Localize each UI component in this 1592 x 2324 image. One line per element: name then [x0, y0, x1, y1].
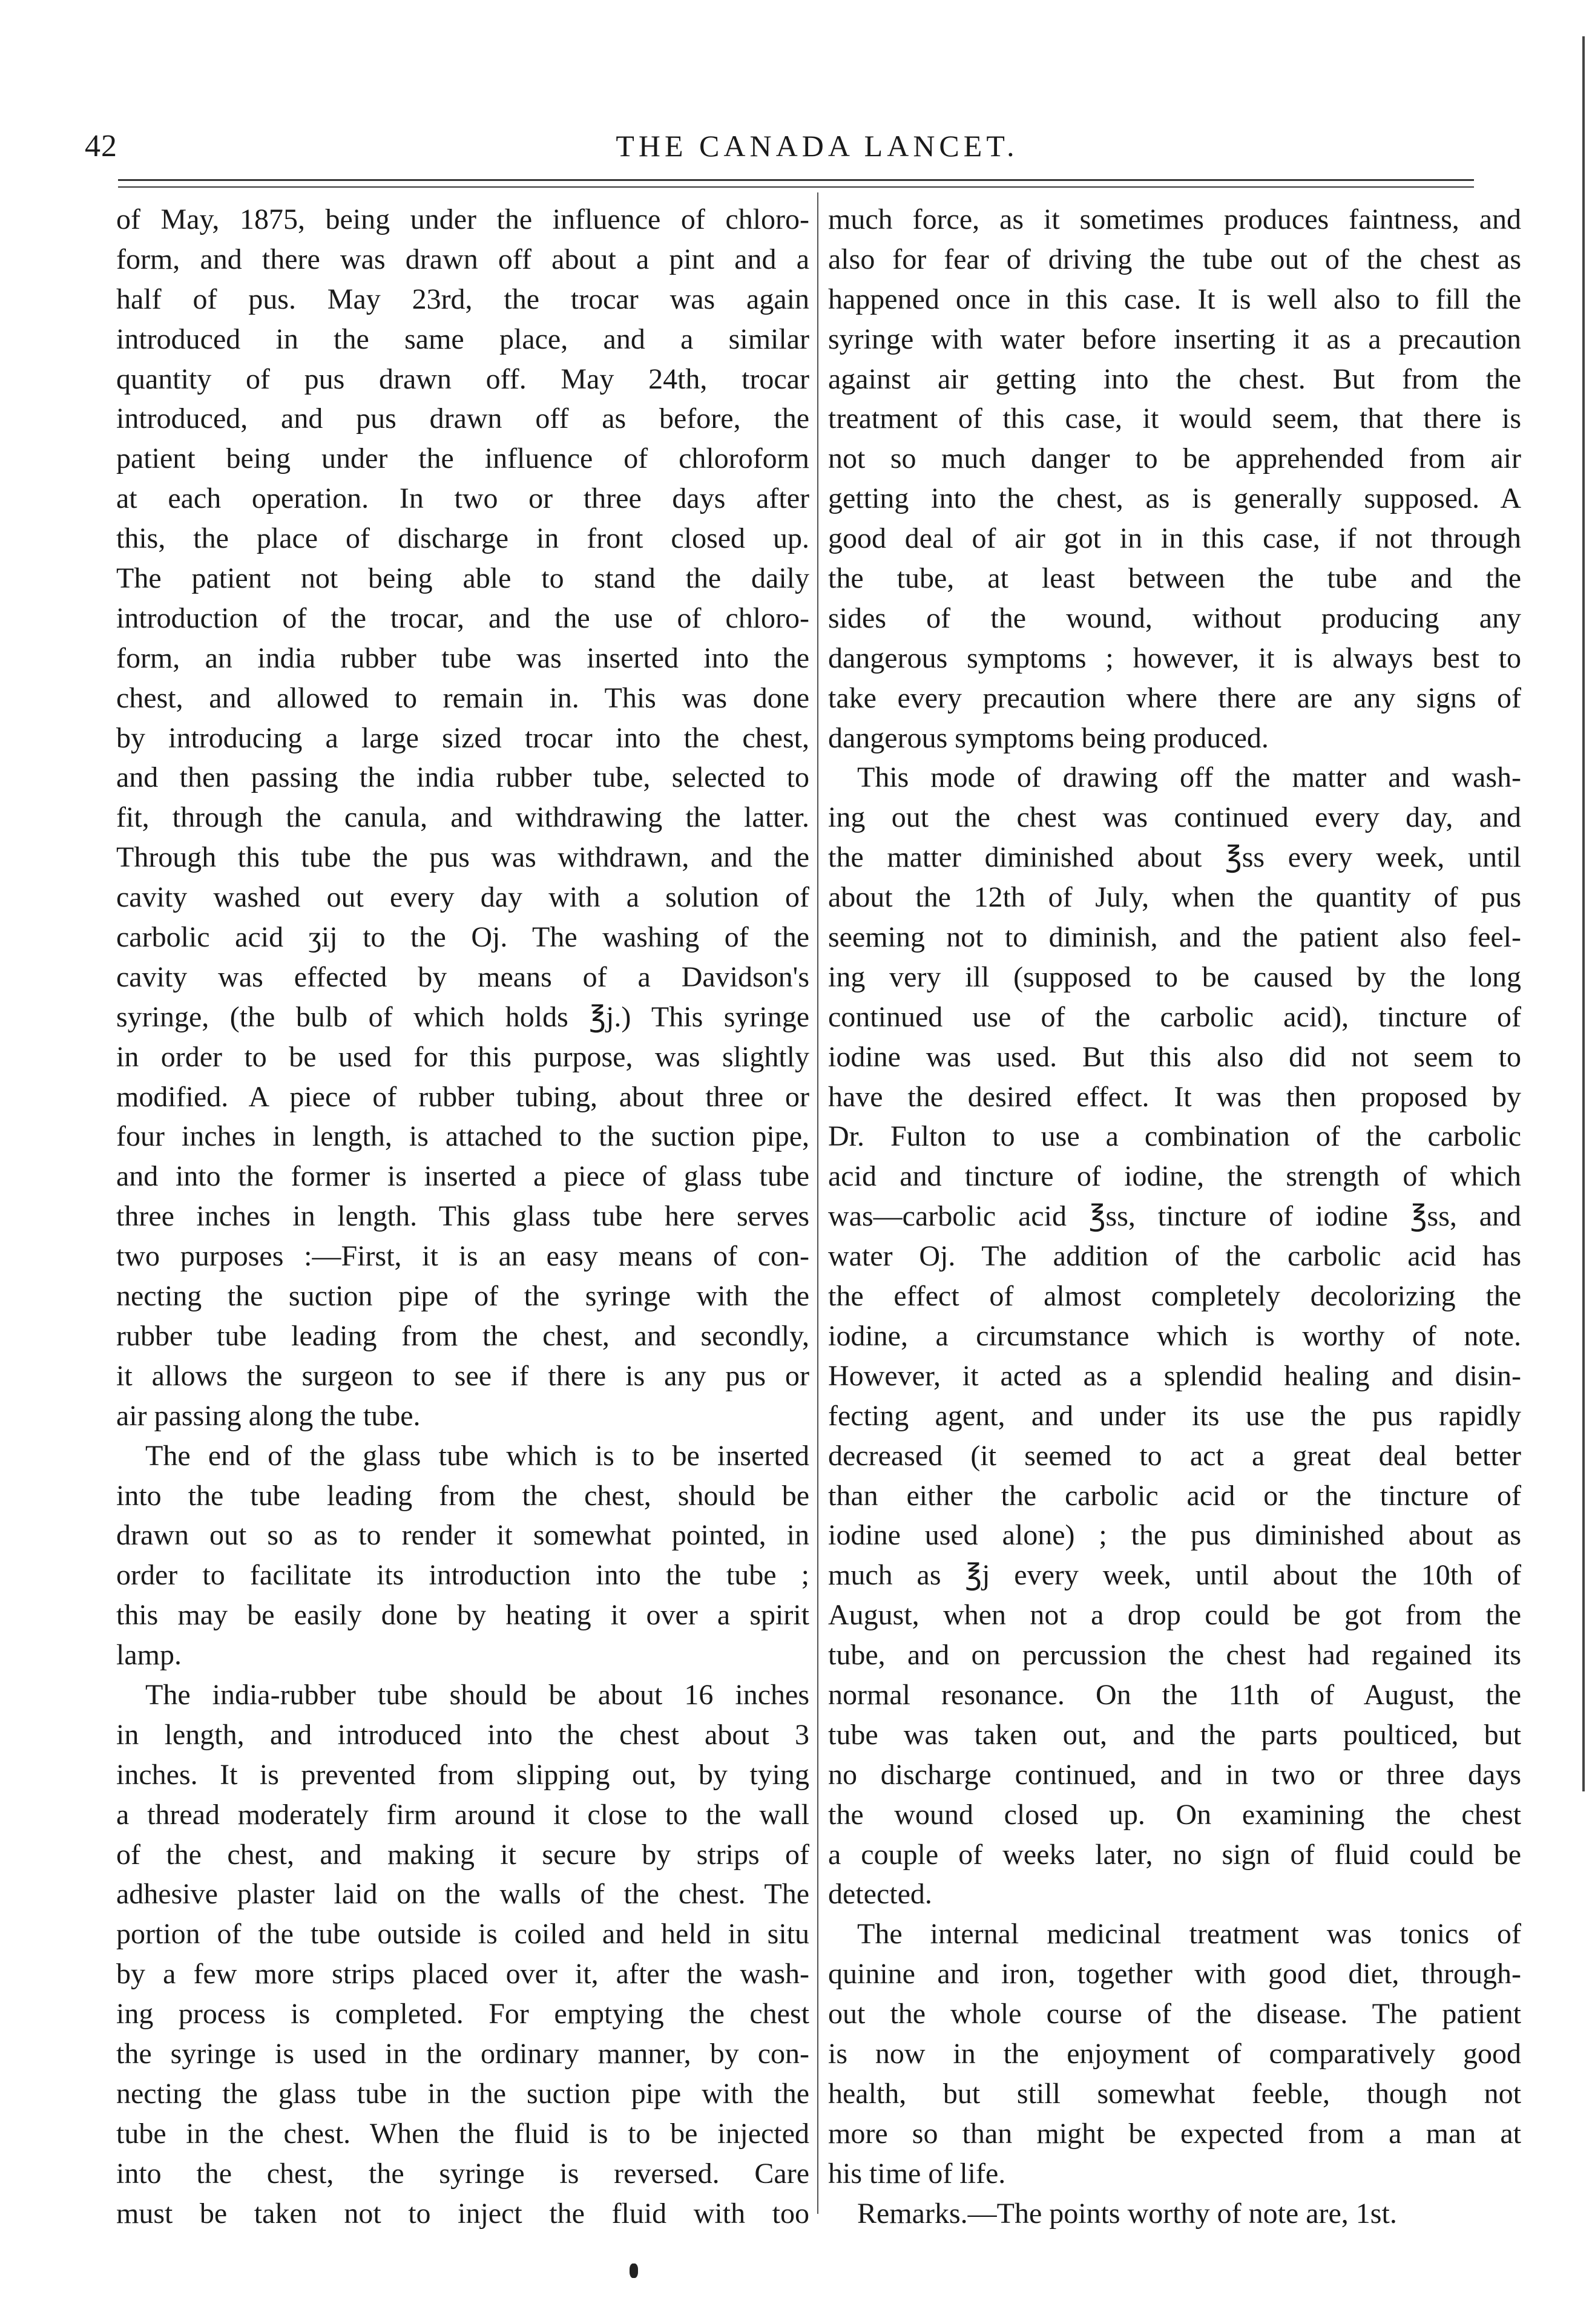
text-line: and then passing the india rubber tube, selected to [116, 761, 809, 794]
text-line: was—carbolic acid ℥ss, tincture of iodine ℥ss, and [828, 1200, 1521, 1233]
text-line: introduction of the trocar, and the use of chloro- [116, 602, 809, 634]
text-line: four inches in length, is attached to the suction pipe, [116, 1120, 809, 1153]
text-line: ing process is completed. For emptying the chest [116, 1998, 809, 2030]
text-line: have the desired effect. It was then proposed by [828, 1080, 1521, 1113]
text-line: much as ℥j every week, until about the 10th of [828, 1559, 1521, 1592]
text-line: quinine and iron, together with good diet, through- [828, 1958, 1521, 1991]
text-line: this, the place of discharge in front closed up. [116, 522, 809, 555]
text-line: August, when not a drop could be got from the [828, 1599, 1521, 1632]
text-line: sides of the wound, without producing any [828, 602, 1521, 634]
text-line: ing out the chest was continued every day, and [828, 801, 1521, 834]
text-line: a couple of weeks later, no sign of fluid could be [828, 1838, 1521, 1871]
text-line: into the chest, the syringe is reversed. Care [116, 2157, 809, 2190]
text-line: rubber tube leading from the chest, and secondly, [116, 1319, 809, 1352]
column-divider [817, 192, 818, 2214]
text-line: Through this tube the pus was withdrawn, and the [116, 841, 809, 874]
text-line: take every precaution where there are any signs of [828, 681, 1521, 714]
text-line: order to facilitate its introduction into the tube ; [116, 1559, 809, 1592]
text-line: cavity was effected by means of a Davidson's [116, 960, 809, 993]
text-line: into the tube leading from the chest, should be [116, 1479, 809, 1512]
text-line: This mode of drawing off the matter and wash- [857, 761, 1521, 794]
text-line: against air getting into the chest. But from the [828, 363, 1521, 395]
text-line: a thread moderately firm around it close to the wall [116, 1798, 809, 1831]
text-line: than either the carbolic acid or the tincture of [828, 1479, 1521, 1512]
header-rule-bottom [118, 186, 1474, 188]
page-edge-line [1582, 36, 1585, 1791]
text-line: form, an india rubber tube was inserted into the [116, 642, 809, 674]
text-line: good deal of air got in in this case, if not through [828, 522, 1521, 555]
text-line: also for fear of driving the tube out of the chest as [828, 243, 1521, 275]
text-line: ing very ill (supposed to be caused by the long [828, 960, 1521, 993]
text-line: introduced in the same place, and a similar [116, 323, 809, 355]
text-line: lamp. [116, 1639, 182, 1672]
text-line: detected. [828, 1878, 932, 1911]
text-line: tube, and on percussion the chest had regained its [828, 1639, 1521, 1672]
text-line: and into the former is inserted a piece of glass tube [116, 1160, 809, 1193]
text-line: acid and tincture of iodine, the strength of which [828, 1160, 1521, 1193]
text-line: more so than might be expected from a man at [828, 2117, 1521, 2150]
text-line: water Oj. The addition of the carbolic acid has [828, 1240, 1521, 1273]
text-line: necting the glass tube in the suction pipe with the [116, 2077, 809, 2110]
header-rule-top [118, 179, 1474, 181]
text-line: patient being under the influence of chloroform [116, 442, 809, 475]
text-line: two purposes :—First, it is an easy means of con- [116, 1240, 809, 1273]
text-line: the syringe is used in the ordinary manner, by con- [116, 2037, 809, 2070]
text-line: must be taken not to inject the fluid with too [116, 2197, 809, 2230]
text-line: air passing along the tube. [116, 1399, 421, 1432]
right-column [828, 200, 1521, 2233]
text-line: seeming not to diminish, and the patient also feel- [828, 921, 1521, 954]
text-line: three inches in length. This glass tube here serves [116, 1200, 809, 1233]
text-line: half of pus. May 23rd, the trocar was again [116, 283, 809, 315]
text-line: Remarks.—The points worthy of note are, 1st. [857, 2197, 1397, 2230]
text-line: normal resonance. On the 11th of August, the [828, 1678, 1521, 1711]
text-line: this may be easily done by heating it over a spirit [116, 1599, 809, 1632]
text-line: iodine used alone) ; the pus diminished about as [828, 1519, 1521, 1552]
text-line: happened once in this case. It is well also to fill the [828, 283, 1521, 315]
text-line: treatment of this case, it would seem, that there is [828, 402, 1521, 435]
text-line: tube was taken out, and the parts poulticed, but [828, 1718, 1521, 1751]
text-line: his time of life. [828, 2157, 1006, 2190]
text-line: quantity of pus drawn off. May 24th, trocar [116, 363, 809, 395]
text-line: about the 12th of July, when the quantity of pus [828, 881, 1521, 914]
text-line: the wound closed up. On examining the chest [828, 1798, 1521, 1831]
text-line: no discharge continued, and in two or three days [828, 1758, 1521, 1791]
text-line: in length, and introduced into the chest about 3 [116, 1718, 809, 1751]
text-line: introduced, and pus drawn off as before, the [116, 402, 809, 435]
text-line: of the chest, and making it secure by strips of [116, 1838, 809, 1871]
text-line: tube in the chest. When the fluid is to be injected [116, 2117, 809, 2150]
text-line: much force, as it sometimes produces faintness, and [828, 203, 1521, 235]
text-line: it allows the surgeon to see if there is any pus or [116, 1359, 809, 1392]
text-line: the effect of almost completely decolorizing the [828, 1280, 1521, 1313]
text-line: not so much danger to be apprehended from air [828, 442, 1521, 475]
text-line: Dr. Fulton to use a combination of the carbolic [828, 1120, 1521, 1153]
text-line: chest, and allowed to remain in. This was done [116, 681, 809, 714]
ink-mark [630, 2263, 638, 2278]
text-line: fecting agent, and under its use the pus rapidly [828, 1399, 1521, 1432]
text-line: in order to be used for this purpose, was slightly [116, 1040, 809, 1073]
text-line: portion of the tube outside is coiled and held in situ [116, 1918, 809, 1951]
text-line: syringe with water before inserting it as a precaution [828, 323, 1521, 355]
text-line: syringe, (the bulb of which holds ℥j.) This syringe [116, 1000, 809, 1033]
text-line: is now in the enjoyment of comparatively good [828, 2037, 1521, 2070]
text-line: adhesive plaster laid on the walls of the chest. The [116, 1878, 809, 1911]
text-line: The india-rubber tube should be about 16 inches [145, 1678, 809, 1711]
text-line: fit, through the canula, and withdrawing the latter. [116, 801, 809, 834]
text-line: of May, 1875, being under the influence of chloro- [116, 203, 809, 235]
text-line: inches. It is prevented from slipping out, by tying [116, 1758, 809, 1791]
text-line: iodine was used. But this also did not seem to [828, 1040, 1521, 1073]
running-head: THE CANADA LANCET. [616, 129, 1019, 163]
left-column [116, 200, 809, 2233]
text-line: drawn out so as to render it somewhat pointed, in [116, 1519, 809, 1552]
text-line: However, it acted as a splendid healing and disin- [828, 1359, 1521, 1392]
text-line: by a few more strips placed over it, after the wash- [116, 1958, 809, 1991]
text-line: at each operation. In two or three days after [116, 482, 809, 515]
text-line: continued use of the carbolic acid), tincture of [828, 1000, 1521, 1033]
text-line: The internal medicinal treatment was tonics of [857, 1918, 1521, 1951]
text-line: the matter diminished about ℥ss every week, until [828, 841, 1521, 874]
text-line: carbolic acid ʒij to the Oj. The washing of the [116, 921, 809, 954]
text-line: out the whole course of the disease. The patient [828, 1998, 1521, 2030]
text-line: The end of the glass tube which is to be inserted [145, 1439, 809, 1472]
text-line: modified. A piece of rubber tubing, about three or [116, 1080, 809, 1113]
page-number: 42 [85, 129, 117, 163]
text-line: cavity washed out every day with a solution of [116, 881, 809, 914]
text-line: The patient not being able to stand the daily [116, 562, 809, 595]
text-line: by introducing a large sized trocar into the chest, [116, 721, 809, 754]
text-line: dangerous symptoms ; however, it is always best to [828, 642, 1521, 674]
text-line: iodine, a circumstance which is worthy of note. [828, 1319, 1521, 1352]
text-line: form, and there was drawn off about a pint and a [116, 243, 809, 275]
text-line: getting into the chest, as is generally supposed. A [828, 482, 1521, 515]
text-line: the tube, at least between the tube and the [828, 562, 1521, 595]
text-line: decreased (it seemed to act a great deal better [828, 1439, 1521, 1472]
text-line: necting the suction pipe of the syringe with the [116, 1280, 809, 1313]
text-line: health, but still somewhat feeble, though not [828, 2077, 1521, 2110]
text-line: dangerous symptoms being produced. [828, 721, 1269, 754]
